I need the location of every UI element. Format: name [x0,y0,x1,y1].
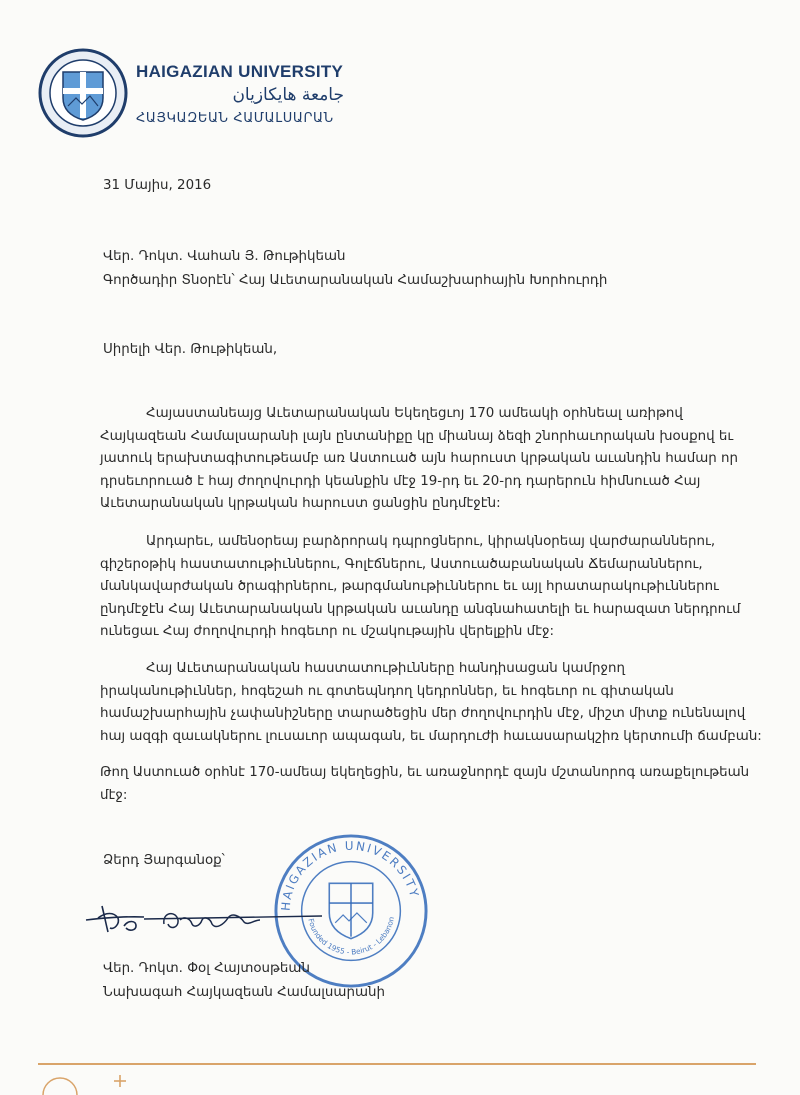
paragraph-line: ունեցաւ Հայ ժողովուրդի հոգեւոր ու մշակութային վերելքին մէջ: [100,624,554,639]
body-paragraph-2 [100,531,740,644]
body-paragraph-1 [100,403,740,516]
handwritten-signature [84,898,324,938]
paragraph-line: մէջ: [100,787,128,803]
letter-date: 31 Մայիս, 2016 [103,178,212,193]
letterhead [38,48,358,138]
paragraph-line: համաշխարհային չափանիշները տարածեցին մեր ժողովուրդին մէջ, միշտ միտք ունենալով [100,706,746,721]
university-name-arabic: جامعة هايكازيان [232,85,344,105]
signer-name: Վեր. Դոկտ. Փօլ Հայտօսթեան [103,961,310,976]
paragraph-line: դրսեւորուած է հայ ժողովուրդի կեանքին մէջ 19-րդ եւ 20-րդ դարերուն հիմնուած Հայ [100,473,701,489]
paragraph-line: իրականութիւններ, հոգեշահ ու գոտեպնդող կեդրոններ, եւ հոգեւոր ու գիտական [100,683,674,699]
salutation: Սիրելի Վեր. Թութիկեան, [103,342,278,357]
university-name-english: HAIGAZIAN UNIVERSITY [136,62,344,81]
paragraph-line: յատուկ երախտագիտութեամբ առ Աստուած այն հարուստ կրթական աւանդին համար որ [100,451,738,466]
paragraph-line: Հայաստանեայց Աւետարանական Եկեղեցւոյ 170 ամեակի օրհնեալ առիթով [146,406,683,421]
footer-seal-icon [40,1075,80,1095]
body-paragraph-3 [100,658,762,748]
paragraph-line: Արդարեւ, ամենօրեայ բարձրորակ դպրոցներու, կիրակնօրեայ վարժարաններու, [146,534,716,549]
paragraph-line: Թող Աստուած օրհնէ 170-ամեայ եկեղեցին, եւ առաջնորդէ զայն մշտանորոգ առաքելութեան [100,765,750,780]
paragraph-line: հայ ազգի զաւակներու լուսաւոր ապագան, եւ մարդուժի հաւասարակշիռ կերտումի ճամբան: [100,728,762,744]
stamp-founded-text: Founded 1955 - Beirut - Lebanon [306,915,397,957]
stamp-ring-text: HAIGAZIAN UNIVERSITY [278,838,422,912]
university-seal-logo [38,48,128,138]
paragraph-line: գիշերօթիկ հաստատութիւններու, Գոլէճներու, Աստուածաբանական Ճեմարաններու, [100,556,703,572]
university-name-armenian: ՀԱՅԿԱԶԵԱՆ ՀԱՄԱԼՍԱՐԱՆ [136,111,334,126]
footer-cross-icon [113,1074,127,1088]
paragraph-line: Աւետարանական կրթական հարուստ ցանցին ընդմէջէն: [100,496,501,511]
recipient-title: Գործադիր Տնօրէն՝ Հայ Աւետարանական Համաշխարհային Խորհուրդի [103,273,608,288]
recipient-name: Վեր. Դոկտ. Վահան Յ. Թութիկեան [103,249,346,264]
paragraph-line: մանկավարժական ծրագիրներու, թարգմանութիւններու եւ այլ հրատարակութիւններու [100,579,719,594]
signer-title: Նախագահ Հայկազեան Համալսարանի [103,985,385,1000]
closing: Ձերդ Յարգանօք՝ [103,853,225,868]
paragraph-line: Հայկազեան Համալսարանի լայն ընտանիքը կը միանայ ձեզի շնորհաւորական խօսքով եւ [100,428,734,444]
paragraph-line: Հայ Աւետարանական հաստատութիւնները հանդիսացան կամրջող [146,661,625,676]
footer-divider [38,1063,756,1065]
body-paragraph-4 [100,762,750,807]
paragraph-line: ընդմէջէն Հայ Աւետարանական կրթական աւանդը անգնահատելի եւ հարազատ ներդրում [100,601,741,617]
